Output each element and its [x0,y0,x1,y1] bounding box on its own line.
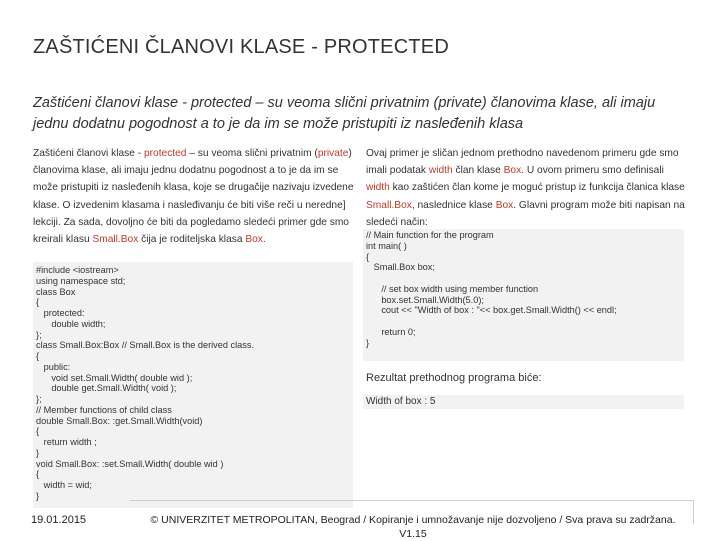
keyword-private: private [317,148,349,159]
footer-divider-tick [693,500,694,524]
keyword-smallbox: Small.Box [92,234,139,246]
result-output-box: Width of box : 5 [363,395,684,409]
slide-title: ZAŠTIĆENI ČLANOVI KLASE - PROTECTED [33,36,449,58]
keyword-width: width [428,165,453,177]
result-label: Rezultat prethodnog programa biće: [366,372,542,384]
keyword-smallbox: Small.Box [366,199,412,211]
slide-subtitle: Zaštićeni članovi klase - protected – su veoma slični privatnim (private) članovima klase, ali imaju jednu dodatnu pogodnost a to je da im se može pristupiti iz nasleđenih klasa [33,95,656,132]
left-code-block: #include <iostream> using namespace std; class Box { protected: double width; }; class Small.Box:Box // Small.Box is the derived class. { public: void set.Small.Width( double wid ); double get.Small.Width( void ); }; // Member functions of child class double Small.Box: :get.Small.Width(void) { return width ; } void Small.Box: :set.Small.Width( double wid ) { width = wid; } [33,262,353,508]
footer-copyright [135,514,691,541]
keyword-width: width [366,182,390,194]
right-text-part5: , naslednice klase [411,199,496,211]
right-paragraph [366,145,688,231]
footer-copyright-text: © UNIVERZITET METROPOLITAN, Beograd / Kopiranje i umnožavanje nije dozvoljeno / Sva prava su zadržana. [150,514,676,526]
left-text-part3: ) članovima klase, ali imaju jednu dodatnu pogodnost a to je da im se može pristupiti iz nasleđenih klasa, koje se drugačije nazivaju izvedene klase. O izvedenim klasama i nasleđivanju će biti više reči u neredne] lekciji. Za sada, dovoljno će biti da pogledamo sledeći primer gde smo kreirali klasu [33,148,354,246]
left-text-part5: . [262,234,266,246]
left-text-part1: Zaštićeni članovi klase - [33,148,144,159]
keyword-box: Box [503,165,522,177]
keyword-box: Box [245,234,263,246]
footer-version: V1.15 [399,527,427,540]
keyword-box: Box [495,199,514,211]
left-text-part4: čija je roditeljska klasa [138,234,246,246]
keyword-protected: protected [143,148,187,159]
right-code-block: // Main function for the program int main( ) { Small.Box box; // set box width using member function box.set.Small.Width(5.0); cout << "Width of box : "<< box.get.Small.Width() << endl; return 0; } [363,229,684,361]
left-text-part2: – su veoma slični privatnim ( [186,148,318,159]
right-text-part4: kao zaštićen član kome je moguć pristup iz funkcija članica klase [389,182,685,194]
right-text-part6: . Glavni program može biti napisan na sledeći način: [366,199,685,228]
right-text-part3: . U ovom primeru smo definisali [521,165,664,177]
right-text-part2: član klase [452,165,504,177]
footer-date: 19.01.2015 [31,514,87,526]
footer-divider [130,500,693,501]
left-paragraph [33,145,355,248]
right-text-part1: Ovaj primer je sličan jednom prethodno navedenom primeru gde smo imali podatak [366,148,679,177]
